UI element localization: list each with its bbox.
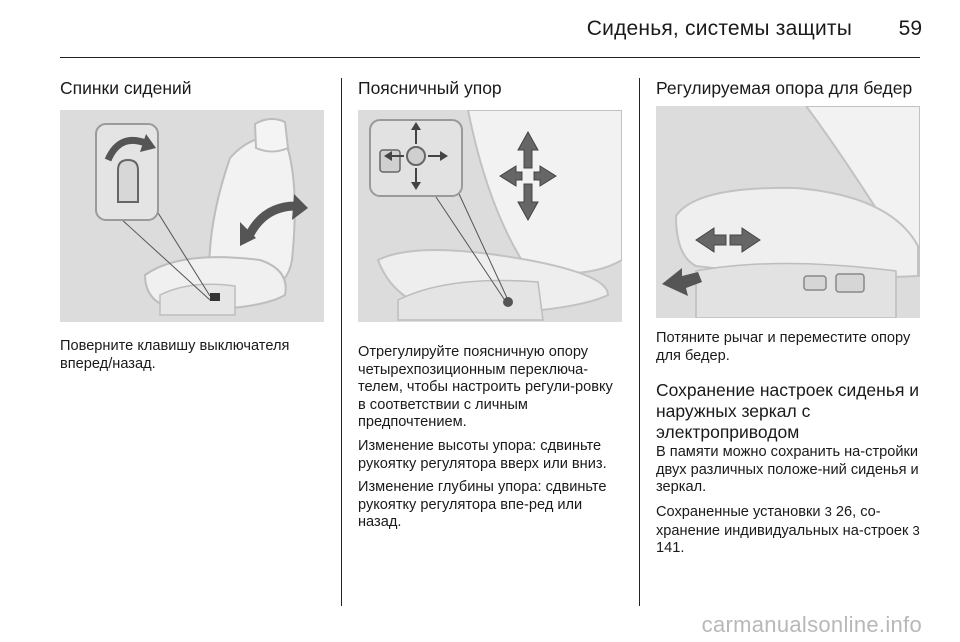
section-thigh-support — [656, 78, 920, 558]
page-ref-icon: 3 — [912, 522, 920, 538]
seat-backrest-figure — [60, 110, 324, 322]
seat-thigh-support-illustration — [656, 106, 920, 318]
section-subheading: Сохранение настроек сиденья и наружных зеркал с электроприводом — [656, 380, 920, 443]
column-divider-1 — [341, 78, 342, 606]
page-section-title: Сиденья, системы защиты — [586, 17, 852, 40]
footer-watermark: carmanualsonline.info — [701, 612, 922, 637]
seat-lumbar-illustration — [358, 110, 622, 322]
section-text: Изменение высоты упора: сдвиньте рукоятку регулятора вверх или вниз. — [358, 437, 607, 472]
section-text: Отрегулируйте поясничную опору четырехпозиционным переключа-телем, чтобы настроить регули-ровку в соответствии с личным предпочтением. — [358, 344, 613, 431]
section-text: Поверните клавишу выключателя вперед/назад. — [60, 338, 290, 372]
page-number: 59 — [898, 17, 922, 40]
section-heading: Регулируемая опора для бедер — [656, 78, 913, 98]
section-lumbar-support — [358, 78, 622, 532]
section-text: Изменение глубины упора: сдвиньте рукоятку регулятора впе-ред или назад. — [358, 479, 607, 531]
seat-backrest-illustration — [60, 110, 324, 322]
backrest-switch — [210, 293, 220, 301]
thigh-support-figure — [656, 106, 920, 318]
page-ref-link[interactable]: 26 — [835, 503, 853, 520]
section-seat-backrest — [60, 78, 324, 373]
column-divider-2 — [639, 78, 640, 606]
lumbar-figure — [358, 110, 622, 322]
lumbar-switch — [503, 297, 513, 307]
page-ref-icon: 3 — [824, 503, 832, 519]
section-text: Потяните рычаг и переместите опору для бедер. — [656, 330, 911, 364]
section-heading: Поясничный упор — [358, 78, 502, 98]
section-text: В памяти можно сохранить на-стройки двух различных положе-ний сиденья и зеркал. — [656, 444, 919, 496]
page-ref-link[interactable]: 141 — [656, 540, 681, 557]
header-divider — [60, 57, 920, 58]
section-heading: Спинки сидений — [60, 78, 192, 98]
section-text-with-refs: Сохраненные установки 3 26, со-хранение индивидуальных на-строек 3 141. — [656, 503, 920, 557]
